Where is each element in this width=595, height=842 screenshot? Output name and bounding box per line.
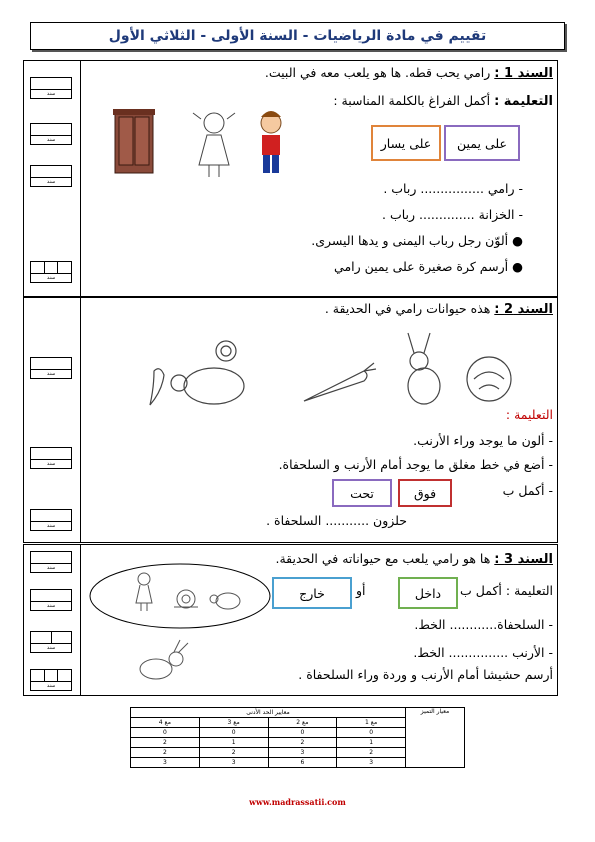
line-2: - الأرنب ............... الخط. [413, 645, 553, 660]
sanad-text: رامي يحب قطه. ها هو يلعب معه في البيت. [264, 65, 491, 80]
line-1: - السلحفاة............ الخط. [414, 617, 553, 632]
section-2 [23, 296, 558, 543]
line-2: - الخزانة .............. رباب . [382, 207, 523, 222]
title-box [30, 22, 565, 50]
score-box[interactable]: سند [30, 631, 72, 653]
pepper-image [150, 369, 164, 405]
criteria-table [130, 707, 465, 768]
score-box[interactable]: سند [30, 123, 72, 145]
section-1 [23, 60, 558, 298]
cabbage-image [467, 357, 511, 401]
score-box[interactable]: سند [30, 551, 72, 573]
sanad-1 [265, 65, 553, 81]
or-text: أو [356, 583, 366, 598]
turtle-image [210, 593, 240, 609]
snail-image [174, 590, 198, 608]
score-box[interactable]: سند [30, 669, 72, 691]
criteria-header-excellence: معيار التميز [406, 708, 465, 768]
closed-line-ellipse [90, 564, 270, 628]
table-row: 0 0 0 0 [131, 728, 465, 738]
line-3: ● ألوّن رجل رباب اليمنى و يدها اليسرى. [311, 233, 523, 248]
table-row: 2 1 2 1 [131, 738, 465, 748]
score-box[interactable]: سند [30, 357, 72, 379]
sanad-2: السند 2 : هذه حيوانات رامي في الحديقة . [324, 301, 553, 317]
line-4: حلزون ........... السلحفاة . [266, 513, 407, 528]
score-box[interactable]: سند [30, 509, 72, 531]
line-4: ● أرسم كرة صغيرة على يمين رامي [334, 259, 523, 274]
rabbit-image [408, 333, 440, 404]
section-3 [23, 544, 558, 696]
turtle-snail-image [171, 341, 244, 404]
instruction-2: التعليمة : [505, 407, 553, 422]
word-box-down: تحت [332, 479, 392, 507]
instruction-1: التعليمة : أكمل الفراغ بالكلمة المناسبة : [333, 93, 553, 109]
footer-url[interactable]: www.madrassatii.com [249, 797, 346, 807]
score-box[interactable]: سند [30, 589, 72, 611]
rabbit-image [132, 639, 192, 683]
instruction-3: التعليمة : أكمل ب [460, 583, 553, 598]
sanad-label: السند 1 : [494, 66, 553, 81]
line-3: أرسم حشيشا أمام الأرنب و وردة وراء السلحفاة . [298, 667, 553, 682]
boy-image [261, 111, 281, 173]
illustrations-3 [86, 561, 276, 631]
illustrations-2 [134, 331, 524, 411]
word-box-in: داخل [398, 577, 458, 609]
score-box[interactable]: سند [30, 165, 72, 187]
score-box[interactable]: سند [30, 261, 72, 283]
table-row: 3 3 6 3 [131, 758, 465, 768]
line-2: - أضع في خط مغلق ما يوجد أمام الأرنب و السلحفاة. [278, 457, 553, 472]
page-title: تقييم في مادة الرياضيات - السنة الأولى - الثلاثي الأول [108, 28, 487, 44]
girl-image [193, 113, 235, 177]
sanad-3: السند 3 : ها هو رامي يلعب مع حيواناته في الحديقة. [275, 551, 553, 567]
score-column-3 [24, 545, 81, 695]
word-box-right: على يمين [444, 125, 520, 161]
line-3: - أكمل ب [502, 483, 553, 498]
word-box-left: على يسار [371, 125, 441, 161]
criteria-header-main: معايير الحد الأدنى [131, 708, 406, 718]
score-column-2 [24, 297, 81, 542]
carrot-image [304, 363, 376, 401]
criteria-columns-row: مع 4 مع 3 مع 2 مع 1 [131, 718, 465, 728]
score-column-1 [24, 61, 81, 297]
line-1: - رامي ................ رباب . [383, 181, 523, 196]
illustrations-1 [109, 105, 289, 185]
word-box-out: خارج [272, 577, 352, 609]
wardrobe-image [113, 109, 155, 173]
table-row: 2 2 3 2 [131, 748, 465, 758]
word-box-up: فوق [398, 479, 452, 507]
score-box[interactable]: سند [30, 77, 72, 99]
line-1: - ألون ما يوجد وراء الأرنب. [413, 433, 553, 448]
girl-image [136, 573, 152, 611]
score-box[interactable]: سند [30, 447, 72, 469]
